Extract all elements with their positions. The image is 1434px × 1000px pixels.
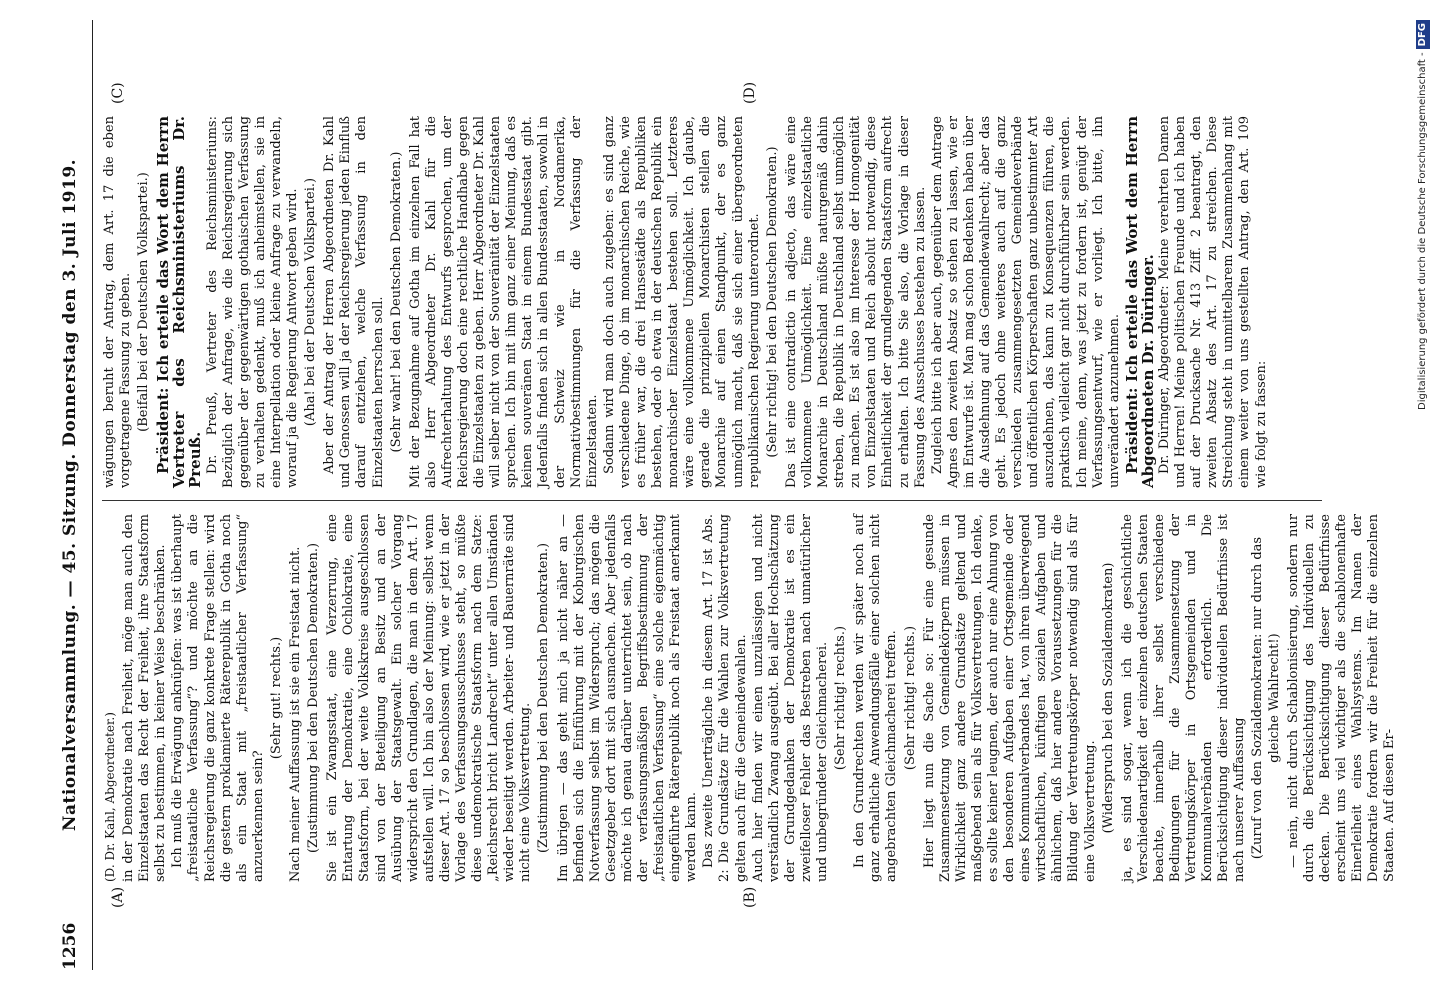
paragraph: Sie ist ein Zwangsstaat, eine Verzerrung, eine Entartung der Demokratie, eine Ochlokratie, eine Staatsform, bei der weite Volkskreise ausgeschlossen sind von der Beteiligung an Besitz und an der Ausübung der Staatsgewalt. Ein solcher Vorgang widerspricht den Grundlagen, die man in dem Art. 17 aufstellen will. Ich bin also der Meinung: selbst wenn dieser Art. 17 so beschlossen wird, wie er jetzt in der Vorlage des Verfassungsausschusses steht, so müßte diese undemokratische Staatsform nach dem Satze: „Reichsrecht bricht Landrecht“ unter allen Umständen wieder beseitigt werden. Arbeiter- und Bauernräte sind nicht eine Volksvertretung. (325, 514, 534, 882)
left-column (102, 514, 1399, 882)
paragraph: Mit der Bezugnahme auf Gotha im einzelnen Fall hat also Herr Abgeordneter Dr. Kahl für die Aufrechterhaltung des Entwurfs gesprochen, um der Reichsregierung doch eine rechtliche Handhabe gegen die Einzelstaaten zu geben. Herr Abgeordneter Dr. Kahl will selber nicht von der Souveränität der Einzelstaaten sprechen. Ich bin mit ihm ganz einer Meinung, daß es keinen souveränen Staat in einem Bundesstaat gibt. Jedenfalls finden sich in allen Bundesstaaten, sowohl in der Schweiz wie in Nordamerika, Normativbestimmungen für die Verfassung der Einzelstaaten. (407, 116, 600, 488)
header-rule (92, 20, 93, 970)
paragraph: wägungen beruht der Antrag, dem Art. 17 die eben vorgetragene Fassung zu geben. (102, 116, 134, 488)
paragraph: Ich muß die Erwägung anknüpfen: was ist überhaupt „freistaatliche Verfassung“? und möchte an die Reichsregierung die ganz konkrete Frage stellen: wird die gestern proklamierte Räterepublik in Gotha noch als ein Staat mit „freistaatlicher Verfassung“ anzuerkennen sein? (170, 514, 266, 882)
paragraph: Zugleich bitte ich aber auch, gegenüber dem Antrage Agnes den zweiten Absatz so stehen zu lassen, wie er im Entwurfe ist. Man mag schon Bedenken haben über die Ausdehnung auf das Gemeindewahlrecht; aber das geht. Es jedoch ohne weiteres auch auf die ganz verschieden zusammengesetzten Gemeindeverbände und öffentlichen Körperschaften ganz unbestimmter Art auszudehnen, das kann zu Konsequenzen führen, die praktisch vielleicht gar nicht durchführbar sein werden. Ich meine, denn, was jetzt zu fordern ist, genügt der Verfassungsentwurf, wie er vorliegt. Ich bitte, ihn unverändert anzunehmen. (929, 116, 1122, 488)
speaker-paragraph: Dr. Preuß, Vertreter des Reichsministeriums: Bezüglich der Anfrage, wie die Reichsregierung sich gegenüber der gegenwärtigen gothaischen Verfassung zu verhalten gedenkt, muß ich anheimstellen, sie in eine Interpellation oder kleine Anfrage zu verwandeln, worauf ja die Regierung Antwort geben wird. (204, 116, 301, 488)
page-header (60, 20, 88, 970)
margin-letter-b: (B) (742, 886, 758, 908)
interjection: (Sehr richtig! rechts.) (902, 625, 918, 771)
interjection: (Zuruf von den Sozialdemokraten: nur durch das gleiche Wahlrecht!) (1250, 536, 1282, 860)
president-statement: Präsident: Ich erteile das Wort dem Herrn Vertreter des Reichsministeriums Dr. Preuß. (154, 116, 205, 488)
interjection: (Widerspruch bei den Sozialdemokraten) (1100, 562, 1116, 834)
digitization-credit-text (1412, 0, 1434, 1000)
column-divider (102, 500, 1322, 501)
running-title: Nationalversammlung. — 45. Sitzung. Donnerstag den 3. Juli 1919. (60, 158, 80, 832)
interjection: (Beifall bei der Deutschen Volkspartei.) (136, 172, 152, 432)
credit-text: Digitalisierung gefördert durch die Deutsche Forschungsgemeinschaft - (1417, 52, 1428, 410)
speaker-reference: (D. Dr. Kahl, Abgeordneter.) (103, 712, 117, 882)
paragraph: Auch hier finden wir einen unzulässigen und nicht verständlich Zwang ausgeübt. Bei aller Hochschätzung der Grundgedanken der Demokratie ist es ein zweifelloser Fehler das Bestreben nach unnatürlicher und unbegründeter Gleichmacherei. (750, 514, 831, 882)
paragraph: Nach meiner Auffassung ist sie ein Freistaat nicht. (288, 546, 304, 882)
paragraph: Im übrigen — das geht mich ja nicht näher an — befinden sich die Einführung mit der Koburgischen Notverfassung selbst im Widerspruch; das mögen die Gesetzgeber dort mit sich ausmachen. Aber jedenfalls möchte ich genau darüber unterrichtet sein, ob nach der verfassungsmäßigen Begriffsbestimmung der „freistaatlichen Verfassung“ eine solche eigenmächtig eingeführte Räterepublik noch als Freistaat anerkannt werden kann. (555, 514, 700, 882)
speaker-paragraph: Dr. Düringer, Abgeordneter: Meine verehrten Damen und Herren! Meine politischen Freunde und ich haben auf der Drucksache Nr. 413 Ziff. 2 beantragt, den zweiten Absatz des Art. 17 zu streichen. Diese Streichung steht in unmittelbarem Zusammenhang mit einem weiter von uns gestellten Antrag, den Art. 109 wie folgt zu fassen: (1157, 116, 1269, 488)
margin-letter-c: (C) (110, 82, 126, 104)
page-number: 1256 (60, 922, 80, 970)
paragraph: In den Grundrechten werden wir später noch auf ganz erhaltliche Anwendungsfälle einer solchen nicht angebrachten Gleichmacherei treffen. (852, 514, 900, 882)
interjection: (Aha! bei der Deutschen Volkspartei.) (303, 177, 319, 427)
president-statement: Präsident: Ich erteile das Wort dem Herrn Abgeordneten Dr. Düringer. (1122, 116, 1157, 488)
paragraph: Das zweite Unerträgliche in diesem Art. 17 ist Abs. 2: Die Grundsätze für die Wahlen zur Volksvertretung gelten auch für die Gemeindewahlen. (701, 514, 749, 882)
paragraph: Aber der Antrag der Herren Abgeordneten Dr. Kahl und Genossen will ja der Reichsregierung jeden Einfluß darauf entziehen, welche Verfassung in den Einzelstaaten herrschen soll. (322, 116, 386, 488)
margin-letter-d: (D) (742, 81, 758, 104)
paragraph: ja, es sind sogar, wenn ich die geschichtliche Verschiedenartigkeit der einzelnen deutschen Staaten beachte, innerhalb ihrer selbst verschiedene Bedingungen für die Zusammensetzung der Vertretungskörper in Ortsgemeinden und in Kommunalverbänden erforderlich. Die Berücksichtigung dieser individuellen Bedürfnisse ist nach unserer Auffassung (1119, 514, 1248, 882)
right-column (102, 116, 1271, 488)
paragraph: in der Demokratie nach Freiheit, möge man auch den Einzelstaaten das Recht der Freiheit, ihre Staatsform selbst zu bestimmen, in keiner Weise beschränken. (121, 514, 169, 882)
interjection: (Sehr gut! rechts.) (268, 636, 284, 760)
interjection: (Sehr wahr! bei den Deutschen Demokraten.) (388, 151, 404, 453)
interjection: (Zustimmung bei den Deutschen Demokraten.) (306, 542, 322, 854)
paragraph: Sodann wird man doch auch zugeben: es sind ganz verschiedene Dinge, ob im monarchischen Reiche, wie es früher war, die drei Hansestädte als Republiken bestehen, oder ob etwa in der deutschen Republik ein monarchischer Einzelstaat bestehen soll. Letzteres wäre eine vollkommene Unmöglichkeit. Ich glaube, gerade die prinzipiellen Monarchisten stellen die Monarchie auf einen Standpunkt, der es ganz unmöglich macht, daß sie sich einer übergeordneten republikanischen Regierung unterordnet. (601, 116, 762, 488)
paragraph: Das ist eine contradictio in adjecto, das wäre eine vollkommene Unmöglichkeit. Eine einzelstaatliche Monarchie in Deutschland müßte naturgemäß dahin streben, die Republik in Deutschland selbst unmöglich zu machen. Es ist also im Interesse der Homogenität von Einzelstaaten und Reich absolut notwendig, diese Einheitlichkeit der grundlegenden Staatsform aufrecht zu erhalten. Ich bitte Sie also, die Vorlage in dieser Fassung des Ausschusses bestehen zu lassen. (783, 116, 928, 488)
paragraph: — nein, nicht durch Schablonisierung, sondern nur durch die Berücksichtigung des Individuellen zu decken. Die Berücksichtigung dieser Bedürfnisse erscheint uns viel wichtiger als die schablonenhafte Einerleiheit eines Wahlsystems. Im Namen der Demokratie fordern wir die Freiheit für die einzelnen Staaten. Auf diesen Er- (1285, 514, 1398, 882)
margin-letter-a: (A) (110, 886, 126, 908)
dfg-logo: DFG (1416, 20, 1430, 49)
interjection: (Sehr richtig! rechts.) (833, 625, 849, 771)
interjection: (Zustimmung bei den Deutschen Demokraten.) (536, 542, 552, 854)
paragraph: Hier liegt nun die Sache so: Für eine gesunde Zusammensetzung von Gemeindekörpern müssen in Wirklichkeit ganz andere Grundsätze geltend und maßgebend sein als für Volksvertretungen. Ich denke, es sollte keiner leugnen, der auch nur eine Ahnung von den besonderen Aufgaben einer Ortsgemeinde oder eines Kommunalverbandes hat, von ihren überwiegend wirtschaftlichen, künftigen sozialen Aufgaben und ähnlichem, daß hier andere Voraussetzungen für die Bildung der Vertretungskörper notwendig sind als für eine Volksvertretung. (921, 514, 1098, 882)
interjection: (Sehr richtig! bei den Deutschen Demokraten.) (764, 146, 780, 458)
digitization-credit (1412, 0, 1434, 1000)
